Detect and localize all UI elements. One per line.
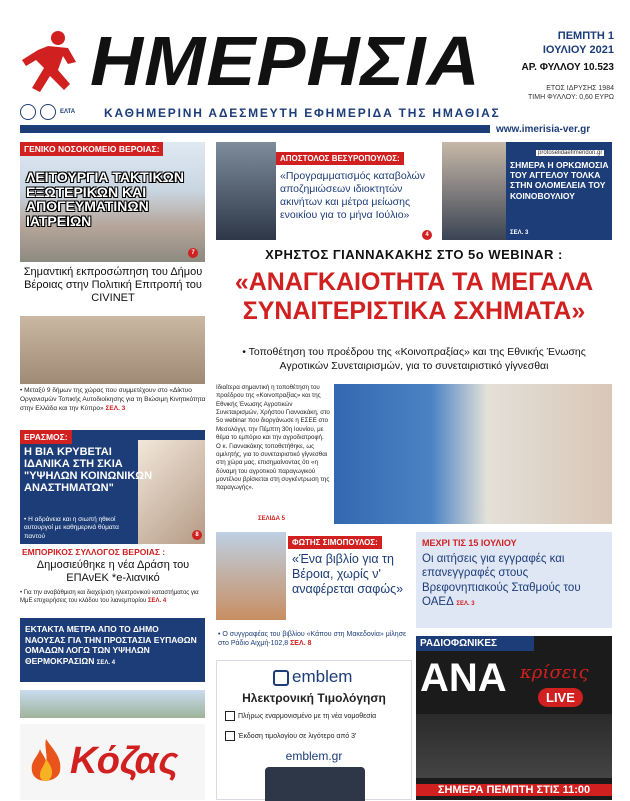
main-page-ref: ΣΕΛΙΔΑ 5 (258, 516, 285, 522)
oaed-story[interactable] (416, 532, 612, 628)
masthead-divider (20, 125, 490, 133)
erasmos-headline: Η ΒΙΑ ΚΡΥΒΕΤΑΙ ΙΔΑΝΙΚΑ ΣΤΗ ΣΚΙΑ "ΥΨΗΛΩΝ ΚΟΙΝΩΝΙΚΩΝ ΑΝΑΣΤΗΜΑΤΩΝ" (24, 446, 153, 495)
tolkas-headline: ΣΗΜΕΡΑ Η ΟΡΚΩΜΟΣΙΑ ΤΟΥ ΑΓΓΕΛΟΥ ΤΟΛΚΑ ΣΤΗΝ ΟΛΟΜΕΛΕΙΑ ΤΟΥ ΚΟΙΝΟΒΟΥΛΙΟΥ (510, 160, 609, 201)
civinet-headline: Σημαντική εκπροσώπηση του Δήμου Βέροιας στην Πολιτική Επιτροπή του CIVINET (23, 266, 203, 305)
tolkas-story[interactable] (442, 142, 612, 240)
emblem-logo-icon (273, 670, 289, 686)
naousa-headline (25, 624, 201, 667)
simopoulos-caption-text: • Ο συγγραφέας του βιβλίου «Κάπου στη Μακεδονία» μίλησε στο Ράδιο Αιχμή-102,8 (218, 631, 407, 648)
vesyropoulos-story[interactable] (216, 142, 436, 240)
emblem-item-1 (225, 711, 405, 721)
main-kicker: ΧΡΗΣΤΟΣ ΓΙΑΝΝΑΚΑΚΗΣ ΣΤΟ 5ο WEBINAR : (265, 247, 563, 262)
flame-icon (26, 736, 66, 788)
seal-icon (20, 104, 36, 120)
founded-text: ΕΤΟΣ ΙΔΡΥΣΗΣ 1984 (546, 85, 614, 92)
radio-title-script: κρίσεις (520, 662, 589, 683)
studio-photo (416, 714, 612, 778)
emblem-brand (273, 667, 352, 687)
emporikos-page-ref: ΣΕΛ. 4 (147, 598, 167, 605)
simopoulos-story[interactable] (216, 532, 412, 654)
seal-icon (40, 104, 56, 120)
main-headline (214, 268, 614, 326)
emblem-item-2-text: Έκδοση τιμολογίου σε λιγότερο από 3' (238, 732, 357, 740)
site-url-link[interactable]: www.imerisia-ver.gr (496, 124, 591, 135)
emblem-item-2 (225, 731, 405, 741)
simopoulos-photo (216, 532, 286, 620)
issue-date (543, 30, 614, 58)
emporikos-caption-text: • Για την αναβάθμιση και διαχείριση ηλεκτρονικού καταστήματος για ΜμΕ επιχειρήσεις του κλάδου του λιανεμπορίου (20, 590, 199, 605)
tablet-image (265, 767, 365, 801)
simopoulos-caption (218, 630, 412, 648)
elta-logo: ΕΛΤΑ (60, 109, 76, 115)
date-day: ΠΕΜΠΤΗ 1 (557, 30, 614, 42)
price-text: ΤΙΜΗ ΦΥΛΛΟΥ: 0,60 ΕΥΡΩ (528, 94, 614, 102)
date-month-year: ΙΟΥΛΙΟΥ 2021 (542, 43, 614, 56)
emblem-item-1-text: Πλήρως εναρμονισμένο με τη νέα νομοθεσία (238, 712, 377, 720)
radio-story[interactable] (416, 636, 612, 800)
tolkas-watermark: protoselidaefimeridon.gr (538, 150, 603, 156)
naousa-story[interactable] (20, 618, 205, 682)
emporikos-caption (20, 589, 206, 605)
emporikos-category: ΕΜΠΟΡΙΚΟΣ ΣΥΛΛΟΓΟΣ ΒΕΡΟΙΑΣ : (22, 547, 166, 557)
masthead-meta (528, 84, 614, 102)
vesyropoulos-page-badge: 4 (422, 230, 432, 240)
emblem-url[interactable]: emblem.gr (285, 749, 343, 763)
vesyropoulos-quote: «Προγραμματισμός καταβολών αποζημιώσεων ιδιοκτητών ακινήτων και μέτρα μείωσης ενοικίου για το μήνα Ιούλιο» (280, 170, 426, 222)
civinet-caption (20, 387, 206, 413)
naousa-photo (20, 690, 205, 718)
oaed-text (422, 552, 608, 610)
main-headline-line1: «ΑΝΑΓΚΑΙΟΤΗΤΑ ΤΑ ΜΕΓΑΛΑ (234, 268, 594, 296)
main-photo (334, 384, 612, 524)
erasmos-story[interactable] (20, 430, 205, 544)
tolkas-page-ref: ΣΕΛ. 3 (510, 230, 529, 236)
civinet-caption-text: • Μεταξύ 9 δήμων της χώρας που συμμετέχουν στο «Δίκτυο Οργανισμών Τοπικής Αυτοδιοίκησης για τη Βιώσιμη Κινητικότητα στην Ελλάδα και την Κύπρο» (20, 387, 206, 412)
radio-title-big: ΑΝΑ (420, 656, 507, 700)
simopoulos-quote: «Ένα βιβλίο για τη Βέροια, χωρίς ν' αναφέρεται σαφώς» (292, 552, 404, 596)
emporikos-headline: Δημοσιεύθηκε η νέα Δράση του ΕΠΑνΕΚ *e-λιανικό (36, 559, 190, 585)
main-subhead: • Τοποθέτηση του προέδρου της «Κοινοπραξίας» και της Εθνικής Ένωσης Αγροτικών Συνεταιρισμών, για το συνεταιριστικό γίγνεσθαι (242, 346, 586, 372)
emblem-ad[interactable] (216, 660, 412, 800)
masthead-tagline: ΚΑΘΗΜΕΡΙΝΗ ΑΔΕΣΜΕΥΤΗ ΕΦΗΜΕΡΙΔΑ ΤΗΣ ΗΜΑΘΙΑΣ (104, 106, 501, 120)
vesyropoulos-category: ΑΠΟΣΤΟΛΟΣ ΒΕΣΥΡΟΠΟΥΛΟΣ: (276, 152, 404, 165)
live-badge: LIVE (538, 688, 583, 707)
hospital-category: ΓΕΝΙΚΟ ΝΟΣΟΚΟΜΕΙΟ ΒΕΡΟΙΑΣ: (20, 142, 163, 156)
main-headline-line2: ΣΥΝΑΙΤΕΡΙΣΤΙΚΑ ΣΧΗΜΑΤΑ» (242, 296, 586, 325)
emblem-brand-text: emblem (292, 667, 353, 686)
hospital-headline: ΛΕΙΤΟΥΡΓΙΑ ΤΑΚΤΙΚΩΝ ΕΞΩΤΕΡΙΚΩΝ ΚΑΙ ΑΠΟΓΕΥΜΑΤΙΝΩΝ ΙΑΤΡΕΙΩΝ (26, 169, 184, 230)
checkbox-icon (225, 711, 235, 721)
issue-number: ΑΡ. ΦΥΛΛΟΥ 10.523 (521, 62, 614, 73)
oaed-page-ref: ΣΕΛ. 3 (456, 601, 475, 608)
naousa-headline-text: ΕΚΤΑΚΤΑ ΜΕΤΡΑ ΑΠΟ ΤΟ ΔΗΜΟ ΝΑΟΥΣΑΣ ΓΙΑ ΤΗΝ ΠΡΟΣΤΑΣΙΑ ΕΥΠΑΘΩΝ ΟΜΑΔΩΝ ΛΟΓΩ ΤΩΝ ΥΨΗΛΩΝ ΘΕΡΜΟΚΡΑΣΙΩΝ (25, 624, 197, 666)
civinet-photo (20, 316, 205, 384)
civinet-page-ref: ΣΕΛ. 3 (105, 404, 126, 412)
kozas-ad[interactable] (20, 724, 205, 800)
tolkas-photo (442, 142, 506, 240)
simopoulos-category: ΦΩΤΗΣ ΣΙΜΟΠΟΥΛΟΣ: (288, 536, 382, 549)
oaed-text-body: Οι αιτήσεις για εγγραφές και επανεγγραφές στους Βρεφονηπιακούς Σταθμούς του ΟΑΕΔ (422, 553, 581, 609)
partner-logos (20, 103, 92, 121)
kozas-brand: Κόζας (70, 740, 179, 782)
emblem-title: Ηλεκτρονική Τιμολόγηση (242, 691, 386, 705)
hospital-story[interactable] (20, 142, 205, 262)
runner-logo-icon (18, 28, 88, 98)
oaed-category: ΜΕΧΡΙ ΤΙΣ 15 ΙΟΥΛΙΟΥ (422, 538, 517, 548)
naousa-page-ref: ΣΕΛ. 4 (96, 659, 116, 666)
checkbox-icon (225, 731, 235, 741)
erasmos-category: ΕΡΑΣΜΟΣ: (20, 430, 72, 444)
erasmos-page-badge: 8 (192, 530, 202, 540)
radio-footer: ΣΗΜΕΡΑ ΠΕΜΠΤΗ ΣΤΙΣ 11:00 (416, 784, 612, 796)
radio-category: ΡΑΔΙΟΦΩΝΙΚΕΣ (416, 636, 534, 651)
main-body: Ιδιαίτερα σημαντική η τοποθέτηση του προέδρου της «Κοινοπραξίας» και της Εθνικής Ένωσης Αγροτικών Συνεταιρισμών, Χρήστου Γιαννακάκη, στο 5ο webinar που διοργάνωσε η ΕΣΕΕ στο Μεσολόγγι, την Πέμπτη 30η Ιουνίου, με θέμα το εμπόριο και την αγροδιατροφή. Ο κ. Γιαννακάκης τοποθετήθηκε, ως ομιλητής, για το συνεταιριστικό γίγνεσθαι στη χώρα μας, επισημαίνοντας ότι «η δύναμη του αγροτικού παραγωγικού μοντέλου βρίσκεται στη συγκέντρωση της παραγωγής». (216, 384, 330, 492)
hospital-page-badge: 7 (188, 248, 198, 258)
masthead-title: ΗΜΕΡΗΣΙΑ (90, 22, 481, 100)
simopoulos-page-ref: ΣΕΛ. 8 (290, 640, 312, 648)
erasmos-caption: • Η αδράνεια και η σιωπή ηθικοί αυτουργοί με καθημερινά θύματα παντού (24, 516, 119, 540)
vesyropoulos-photo (216, 142, 276, 240)
